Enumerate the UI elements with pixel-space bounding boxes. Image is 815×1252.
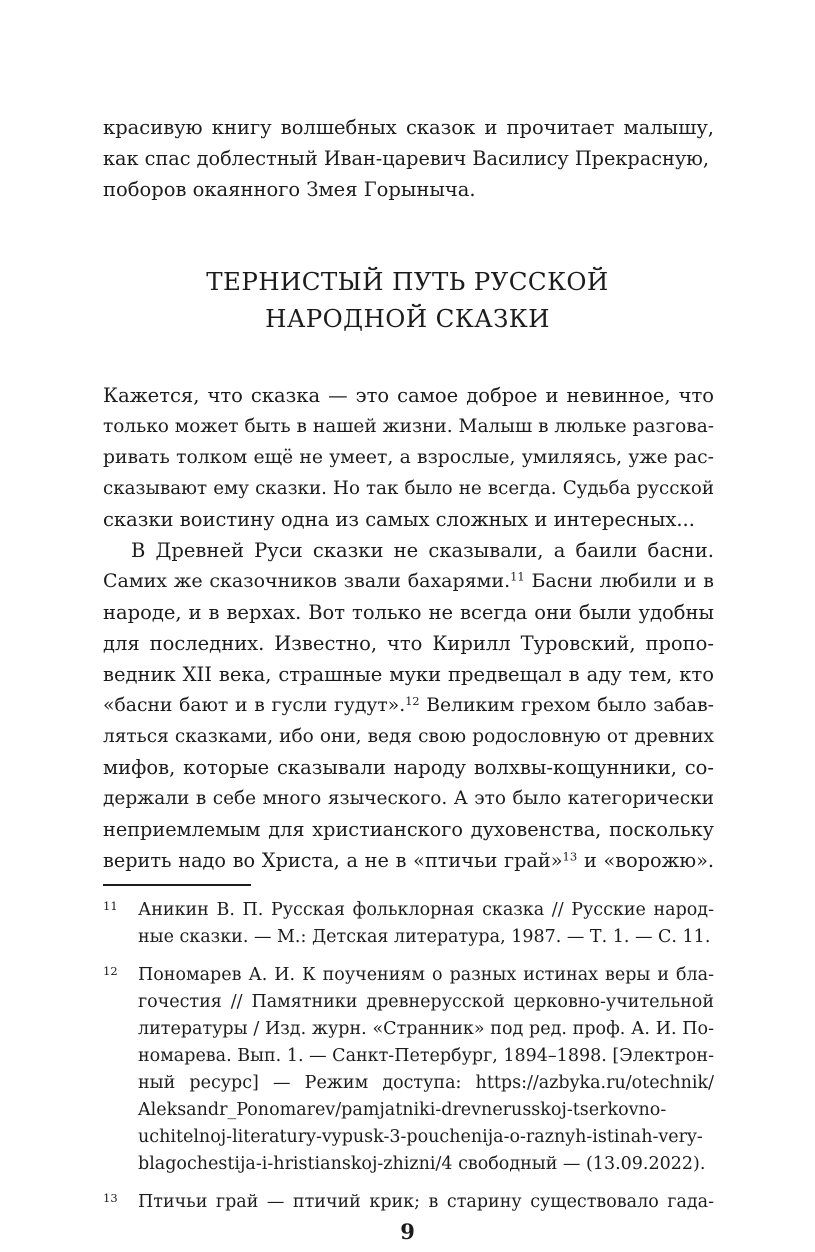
paragraph2-line-5: ведник XII века, страшные муки предвещал в аду тем, кто bbox=[103, 663, 714, 686]
paragraph2-line-11-end: и «ворожю». bbox=[577, 849, 714, 872]
page-number: 9 bbox=[400, 1219, 415, 1244]
paragraph2-line-9: держали в себе много языческого. А это было категорически bbox=[103, 788, 714, 809]
footnote-12-line-2: гочестия // Памятники древнерусской церковно-учительной bbox=[138, 992, 714, 1012]
footnote-number-12: 12 bbox=[103, 964, 118, 978]
footnote-number-11: 11 bbox=[103, 899, 118, 913]
paragraph2-line-2 bbox=[103, 566, 714, 597]
footnote-ref-12: 12 bbox=[405, 694, 420, 708]
footnote-ref-11: 11 bbox=[510, 569, 525, 584]
paragraph2-line-11-start: верить надо во Христа, а не в «птичьи грай» bbox=[103, 849, 563, 872]
paragraph2-line-6-start: «басни бают и в гусли гудут». bbox=[103, 695, 406, 716]
footnote-number-13: 13 bbox=[103, 1191, 118, 1205]
paragraph2-line-8: мифов, которые сказывали народу волхвы-кощунники, со- bbox=[103, 756, 714, 779]
footnote-12-line-8: blagochestija-i-hristianskoj-zhizni/4 свободный — (13.09.2022). bbox=[138, 1154, 706, 1174]
footnote-12-line-4: номарева. Вып. 1. — Санкт-Петербург, 1894–1898. [Электрон- bbox=[138, 1046, 714, 1066]
footnote-11-line-1: Аникин В. П. Русская фольклорная сказка // Русские народ- bbox=[138, 900, 714, 920]
intro-line-1: красивую книгу волшебных сказок и прочитает малышу, bbox=[103, 116, 714, 139]
footnote-11-line-2: ные сказки. — М.: Детская литература, 1987. — Т. 1. — С. 11. bbox=[138, 927, 711, 947]
paragraph2-line-6 bbox=[103, 690, 714, 721]
paragraph1-line-2: только может быть в нашей жизни. Малыш в люльке разгова- bbox=[103, 416, 714, 437]
paragraph1-line-3: ривать толком ещё не умеет, а взрослые, умиляясь, уже рас- bbox=[103, 447, 714, 468]
footnote-separator bbox=[103, 884, 251, 886]
intro-line-3: поборов окаянного Змея Горыныча. bbox=[103, 178, 476, 201]
footnote-13-line-1: Птичьи грай — птичий крик; в старину существовало гада- bbox=[138, 1192, 714, 1212]
paragraph2-line-3: народе, и в верхах. Вот только не всегда они были удобны bbox=[103, 601, 714, 624]
paragraph1-line-4: сказывают ему сказки. Но так было не всегда. Судьба русской bbox=[103, 478, 714, 499]
paragraph1-line-5: сказки воистину одна из самых сложных и интересных... bbox=[103, 508, 695, 531]
paragraph2-line-2-start: Самих же сказочников звали бахарями. bbox=[103, 570, 511, 592]
paragraph1-line-1: Кажется, что сказка — это самое доброе и невинное, что bbox=[103, 384, 714, 407]
paragraph2-line-7: ляться сказками, ибо они, ведя свою родословную от древних bbox=[103, 726, 714, 747]
footnote-ref-13: 13 bbox=[562, 849, 578, 864]
paragraph2-line-10: неприемлемым для христианского духовенства, поскольку bbox=[103, 818, 714, 841]
intro-line-2: как спас доблестный Иван-царевич Василису Прекрасную, bbox=[103, 147, 710, 170]
paragraph2-line-11 bbox=[103, 845, 714, 876]
footnote-12-line-1: Пономарев А. И. К поучениям о разных истинах веры и бла- bbox=[138, 965, 714, 985]
footnote-12-line-5: ный ресурс] — Режим доступа: https://azbyka.ru/otechnik/ bbox=[138, 1073, 714, 1093]
section-heading-line-1: ТЕРНИСТЫЙ ПУТЬ РУССКОЙ bbox=[206, 267, 609, 296]
section-heading-line-2: НАРОДНОЙ СКАЗКИ bbox=[265, 304, 550, 333]
paragraph2-line-6-end: Великим грехом было забав- bbox=[419, 695, 714, 716]
footnote-12-line-6: Aleksandr_Ponomarev/pamjatniki-drevnerusskoj-tserkovno- bbox=[138, 1100, 667, 1120]
footnote-12-line-7: uchitelnoj-literatury-vypusk-3-pouchenija-o-raznyh-istinah-very- bbox=[138, 1127, 703, 1147]
paragraph2-line-2-end: Басни любили и в bbox=[524, 570, 714, 592]
paragraph2-line-4: для последних. Известно, что Кирилл Туровский, пропо- bbox=[103, 632, 714, 655]
footnote-12-line-3: литературы / Изд. журн. «Странник» под ред. проф. А. И. По- bbox=[138, 1019, 714, 1039]
paragraph2-line-1: В Древней Руси сказки не сказывали, а баили басни. bbox=[131, 539, 714, 562]
